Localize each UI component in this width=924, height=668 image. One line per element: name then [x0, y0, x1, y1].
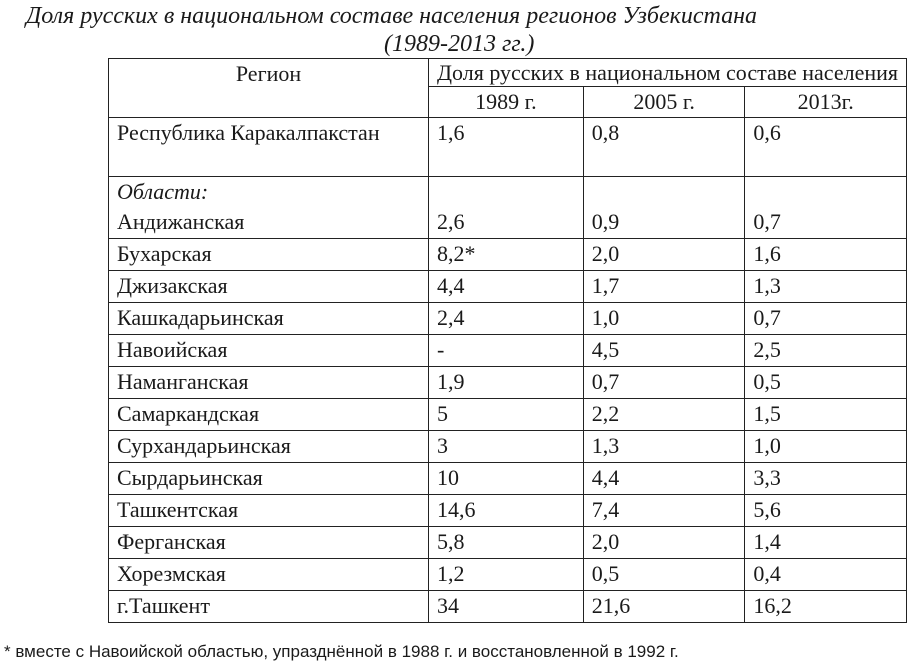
table-row — [109, 239, 907, 271]
footnote: * вместе с Навоийской областью, упразднённой в 1988 г. и восстановленной в 1992 г. — [4, 642, 679, 661]
value-cell: 2,0 — [583, 239, 745, 271]
value-cell: 0,7 — [745, 177, 907, 239]
value-cell: 1,7 — [583, 271, 745, 303]
value-cell: 1,4 — [745, 527, 907, 559]
region-column-header: Регион — [109, 59, 429, 118]
table-row — [109, 591, 907, 623]
value-cell: 1,6 — [745, 239, 907, 271]
value-cell: 5,6 — [745, 495, 907, 527]
region-name: Ферганская — [109, 527, 429, 559]
value-cell: 3,3 — [745, 463, 907, 495]
value-cell: 2,5 — [745, 335, 907, 367]
table-row — [109, 431, 907, 463]
value-cell: 1,3 — [583, 431, 745, 463]
year-header: 2013г. — [745, 87, 907, 118]
value-cell: 2,4 — [429, 303, 584, 335]
region-name: Наманганская — [109, 367, 429, 399]
table-row — [109, 527, 907, 559]
value-cell: 1,0 — [745, 431, 907, 463]
region-name: Хорезмская — [109, 559, 429, 591]
value-cell: - — [429, 335, 584, 367]
value-cell: 7,4 — [583, 495, 745, 527]
value-cell: 4,5 — [583, 335, 745, 367]
value-cell: 34 — [429, 591, 584, 623]
value-cell: 0,6 — [745, 118, 907, 177]
region-name: Бухарская — [109, 239, 429, 271]
table-row — [109, 559, 907, 591]
share-group-header: Доля русских в национальном составе населения — [429, 59, 907, 87]
value-cell: 0,5 — [583, 559, 745, 591]
title-line-1: Доля русских в национальном составе населения регионов Узбекистана — [26, 3, 758, 29]
value-cell: 1,2 — [429, 559, 584, 591]
value-cell: 0,4 — [745, 559, 907, 591]
table-row — [109, 118, 907, 177]
table-row — [109, 271, 907, 303]
region-name: Навоийская — [109, 335, 429, 367]
value-cell: 0,7 — [745, 303, 907, 335]
value-cell: 3 — [429, 431, 584, 463]
region-name: Республика Каракалпакстан — [109, 118, 429, 177]
oblasti-label: Области: — [117, 179, 209, 204]
value-cell: 1,3 — [745, 271, 907, 303]
value-cell: 1,5 — [745, 399, 907, 431]
value-cell: 0,9 — [583, 177, 745, 239]
value-cell: 5,8 — [429, 527, 584, 559]
value-cell: 21,6 — [583, 591, 745, 623]
region-name: г.Ташкент — [109, 591, 429, 623]
value-cell: 1,0 — [583, 303, 745, 335]
value-cell: 1,6 — [429, 118, 584, 177]
region-name: Ташкентская — [109, 495, 429, 527]
value-cell: 0,8 — [583, 118, 745, 177]
region-name: Андижанская — [117, 209, 245, 234]
region-name: Сурхандарьинская — [109, 431, 429, 463]
table-row — [109, 177, 907, 239]
value-cell: 14,6 — [429, 495, 584, 527]
value-cell: 2,6 — [429, 177, 584, 239]
region-name: Сырдарьинская — [109, 463, 429, 495]
region-name: Кашкадарьинская — [109, 303, 429, 335]
population-share-table — [108, 58, 907, 623]
table-row — [109, 303, 907, 335]
region-name: Самаркандская — [109, 399, 429, 431]
region-name: Джизакская — [109, 271, 429, 303]
table-row — [109, 335, 907, 367]
value-cell: 0,7 — [583, 367, 745, 399]
value-cell: 1,9 — [429, 367, 584, 399]
table-row — [109, 399, 907, 431]
region-cell — [109, 177, 429, 239]
year-header: 1989 г. — [429, 87, 584, 118]
value-cell: 10 — [429, 463, 584, 495]
value-cell: 8,2* — [429, 239, 584, 271]
value-cell: 0,5 — [745, 367, 907, 399]
value-cell: 16,2 — [745, 591, 907, 623]
table-row — [109, 463, 907, 495]
table-row — [109, 367, 907, 399]
title-line-2: (1989-2013 гг.) — [384, 31, 535, 57]
year-header: 2005 г. — [583, 87, 745, 118]
value-cell: 2,2 — [583, 399, 745, 431]
value-cell: 5 — [429, 399, 584, 431]
table-row — [109, 495, 907, 527]
value-cell: 2,0 — [583, 527, 745, 559]
value-cell: 4,4 — [583, 463, 745, 495]
value-cell: 4,4 — [429, 271, 584, 303]
